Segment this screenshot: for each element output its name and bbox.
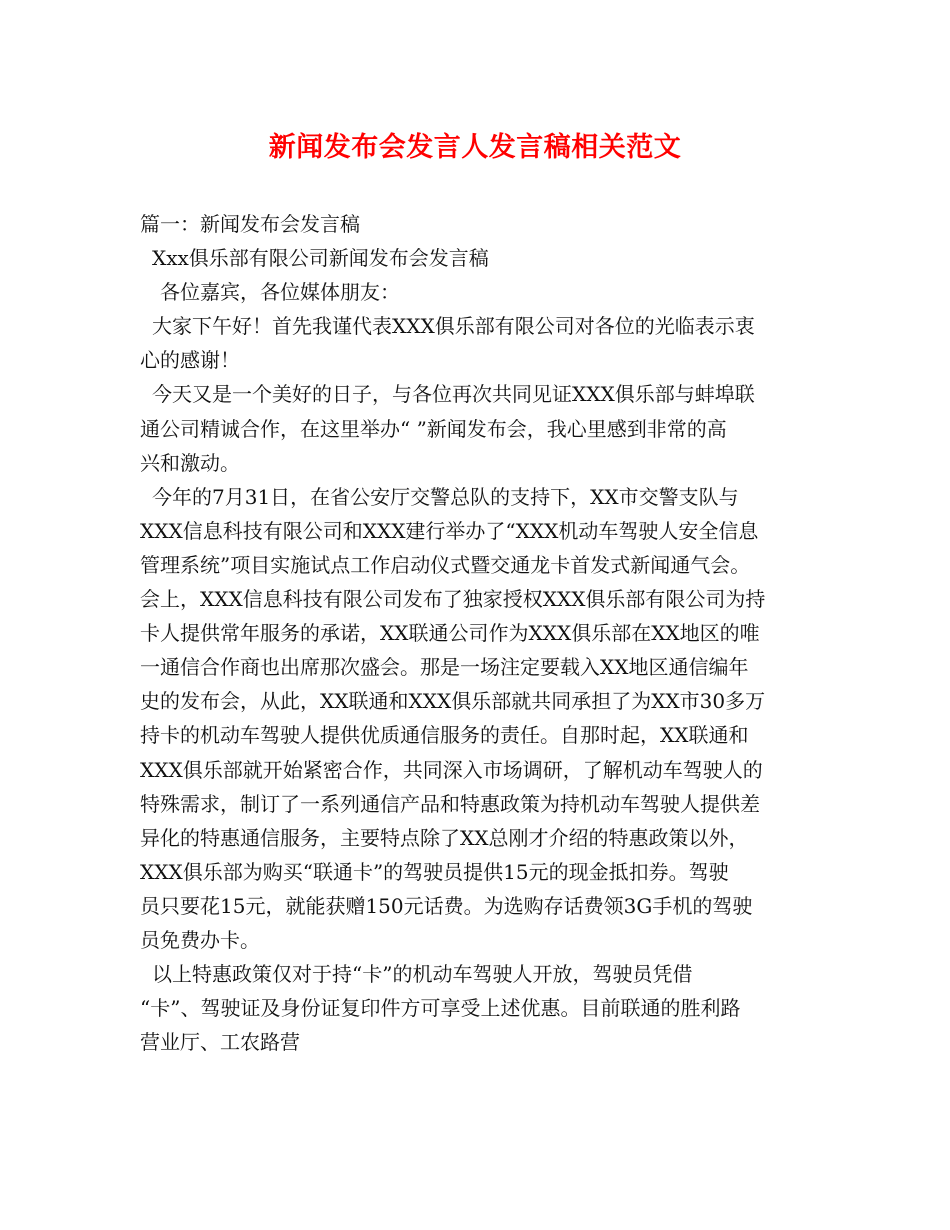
section-heading: 篇一：新闻发布会发言稿 [140, 212, 360, 236]
paragraph-line: 史的发布会，从此，XX联通和XXX俱乐部就共同承担了为XX市30多万 [140, 689, 766, 714]
document-body [140, 207, 830, 1059]
paragraph-line: 今天又是一个美好的日子，与各位再次共同见证XXX俱乐部与蚌埠联 [152, 382, 755, 407]
paragraph-line: XXX俱乐部就开始紧密合作，共同深入市场调研，了解机动车驾驶人的 [140, 757, 763, 782]
paragraph-line: 今年的7月31日，在省公安厅交警总队的支持下，XX市交警支队与 [152, 484, 739, 509]
paragraph-line: 异化的特惠通信服务，主要特点除了XX总刚才介绍的特惠政策以外， [140, 825, 749, 850]
paragraph-line: 员免费办卡。 [140, 927, 260, 952]
paragraph-line: 通公司精诚合作，在这里举办“ ”新闻发布会，我心里感到非常的高 [140, 416, 727, 441]
paragraph-line: 以上特惠政策仅对于持“卡”的机动车驾驶人开放，驾驶员凭借 [152, 962, 693, 987]
paragraph-line: 心的感谢！ [140, 348, 240, 373]
paragraph-line: 会上，XXX信息科技有限公司发布了独家授权XXX俱乐部有限公司为持 [140, 587, 766, 612]
paragraph-line: 营业厅、工农路营 [140, 1030, 300, 1055]
paragraph-line: XXX信息科技有限公司和XXX建行举办了“XXX机动车驾驶人安全信息 [140, 518, 759, 543]
paragraph-line: 卡人提供常年服务的承诺，XX联通公司作为XXX俱乐部在XX地区的唯 [140, 621, 760, 646]
salutation: 各位嘉宾，各位媒体朋友： [160, 280, 400, 305]
paragraph-line: 一通信合作商也出席那次盛会。那是一场注定要载入XX地区通信编年 [140, 655, 749, 680]
paragraph-line: 大家下午好！首先我谨代表XXX俱乐部有限公司对各位的光临表示衷 [152, 314, 755, 339]
paragraph-line: 管理系统”项目实施试点工作启动仪式暨交通龙卡首发式新闻通气会。 [140, 552, 751, 577]
paragraph-line: 员只要花15元，就能获赠150元话费。为选购存话费领3G手机的驾驶 [140, 893, 753, 918]
paragraph-line: 兴和激动。 [140, 450, 240, 475]
paragraph-line: XXX俱乐部为购买“联通卡”的驾驶员提供15元的现金抵扣券。驾驶 [140, 859, 729, 884]
paragraph-line: 持卡的机动车驾驶人提供优质通信服务的责任。自那时起，XX联通和 [140, 723, 749, 748]
document-title: 新闻发布会发言人发言稿相关范文 [268, 132, 682, 163]
sub-heading: Xxx俱乐部有限公司新闻发布会发言稿 [152, 246, 489, 271]
paragraph-line: 特殊需求，制订了一系列通信产品和特惠政策为持机动车驾驶人提供差 [140, 791, 760, 816]
paragraph-line: “卡”、驾驶证及身份证复印件方可享受上述优惠。目前联通的胜利路 [140, 996, 741, 1021]
